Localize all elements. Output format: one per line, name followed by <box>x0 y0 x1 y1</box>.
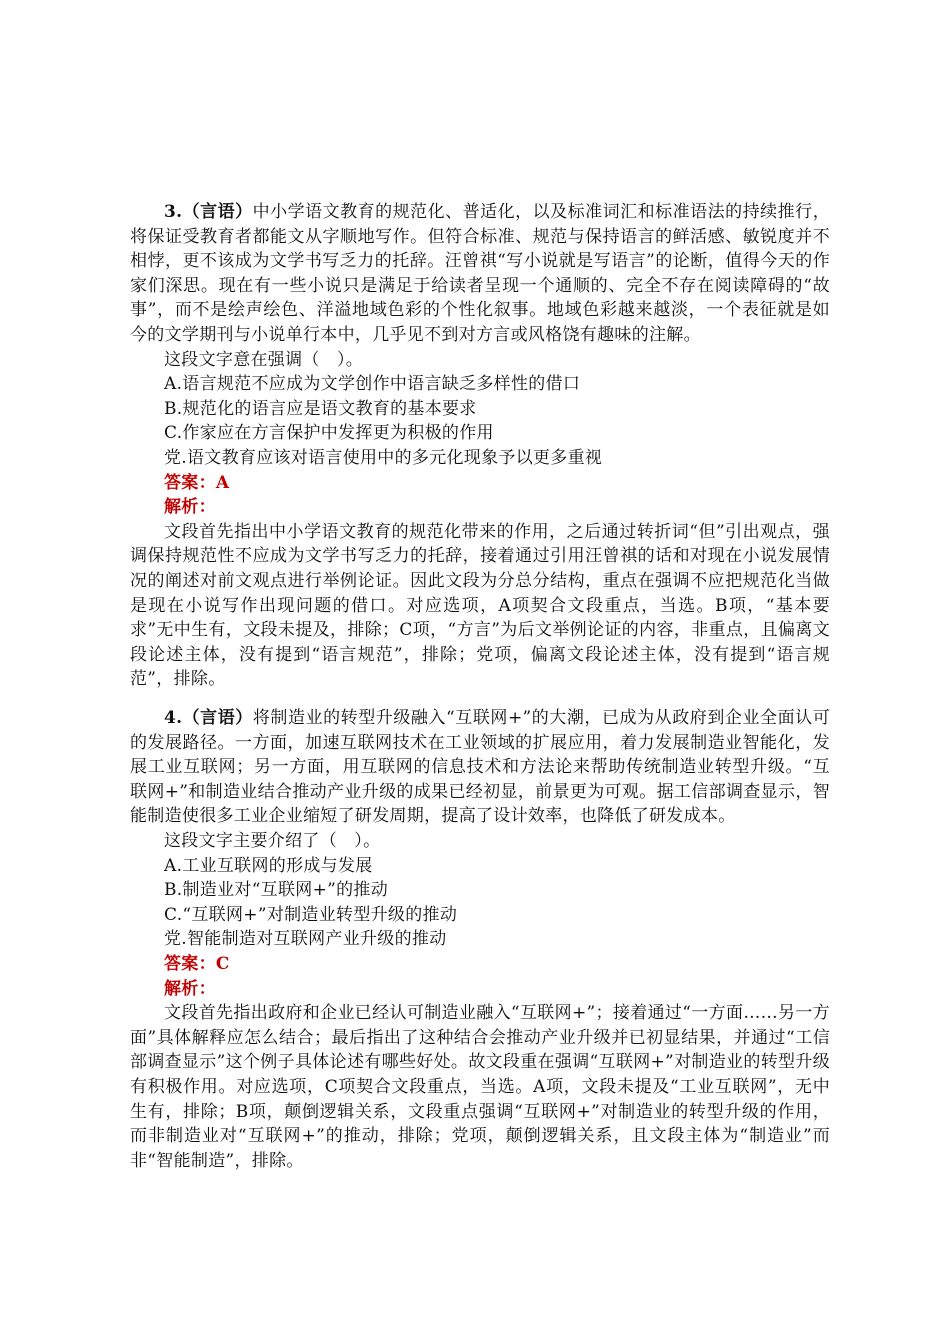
analysis-label: 解析： <box>164 978 216 999</box>
answer-label: 答案： <box>164 472 216 493</box>
question-category: （言语） <box>182 202 253 222</box>
question-4-passage <box>130 706 830 829</box>
option-d: 党.语文教育应该对语言使用中的多元化现象予以更多重视 <box>164 447 603 468</box>
option-c: C.“互联网+”对制造业转型升级的推动 <box>164 904 458 925</box>
question-category: （言语） <box>182 708 253 728</box>
option-b: B.规范化的语言应是语文教育的基本要求 <box>164 398 477 419</box>
answer-value: C <box>215 953 230 974</box>
answer-line <box>130 471 830 496</box>
option-a: A.语言规范不应成为文学创作中语言缺乏多样性的借口 <box>164 374 581 395</box>
option-a: A.工业互联网的形成与发展 <box>164 855 373 876</box>
option-c: C.作家应在方言保护中发挥更为积极的作用 <box>164 423 494 444</box>
answer-label: 答案： <box>164 953 216 974</box>
question-3-passage <box>130 200 830 348</box>
analysis-text: 文段首先指出中小学语文教育的规范化带来的作用，之后通过转折词“但”引出观点，强调保持规范性不应成为文学书写乏力的托辞，接着通过引用汪曾祺的话和对现在小说发展情况的阐述对前文观点进行举例论证。因此文段为分总分结构，重点在强调不应把规范化当做是现在小说写作出现问题的借口。对应选项，A项契合文段重点，当选。B项，“基本要求”无中生有，文段未提及，排除；C项，“方言”为后文举例论证的内容，非重点，且偏离文段论述主体，没有提到“语言规范”，排除；党项，偏离文段论述主体，没有提到“语言规范”，排除。 <box>130 521 830 690</box>
analysis-label: 解析： <box>164 497 216 518</box>
option-b: B.制造业对“互联网+”的推动 <box>164 880 389 901</box>
question-3 <box>130 200 830 692</box>
question-4 <box>130 706 830 1173</box>
question-number: 4. <box>164 708 183 728</box>
passage-text: 中小学语文教育的规范化、普适化，以及标准词汇和标准语法的持续推行，将保证受教育者都能文从字顺地写作。但符合标准、规范与保持语言的鲜活感、敏锐度并不相悖，更不该成为文学书写乏力的托辞。汪曾祺“写小说就是写语言”的论断，值得今天的作家们深思。现在有一些小说只是满足于给读者呈现一个通顺的、完全不存在阅读障碍的“故事”，而不是绘声绘色、洋溢地域色彩的个性化叙事。地域色彩越来越淡，一个表征就是如今的文学期刊与小说单行本中，几乎见不到对方言或风格饶有趣味的注解。 <box>130 202 830 345</box>
answer-value: A <box>215 472 230 493</box>
passage-text: 将制造业的转型升级融入“互联网+”的大潮，已成为从政府到企业全面认可的发展路径。一方面，加速互联网技术在工业领域的扩展应用，着力发展制造业智能化，发展工业互联网；另一方面，用互联网的信息技术和方法论来帮助传统制造业转型升级。“互联网+”和制造业结合推动产业升级的成果已经初显，前景更为可观。据工信部调查显示，智能制造使很多工业企业缩短了研发周期，提高了设计效率，也降低了研发成本。 <box>130 708 830 827</box>
answer-line <box>130 952 830 977</box>
option-d: 党.智能制造对互联网产业升级的推动 <box>164 929 447 950</box>
question-prompt: 这段文字主要介绍了（ ）。 <box>164 830 381 851</box>
question-number: 3. <box>164 202 183 222</box>
question-prompt: 这段文字意在强调（ ）。 <box>164 349 364 370</box>
analysis-text: 文段首先指出政府和企业已经认可制造业融入“互联网+”；接着通过“一方面……另一方面”具体解释应怎么结合；最后指出了这种结合会推动产业升级并已初显结果，并通过“工信部调查显示”这个例子具体论述有哪些好处。故文段重在强调“互联网+”对制造业的转型升级有积极作用。对应选项，C项契合文段重点，当选。A项，文段未提及“工业互联网”，无中生有，排除；B项，颠倒逻辑关系，文段重点强调“互联网+”对制造业的转型升级的作用，而非制造业对“互联网+”的推动，排除；党项，颠倒逻辑关系，且文段主体为“制造业”而非“智能制造”，排除。 <box>130 1003 830 1171</box>
